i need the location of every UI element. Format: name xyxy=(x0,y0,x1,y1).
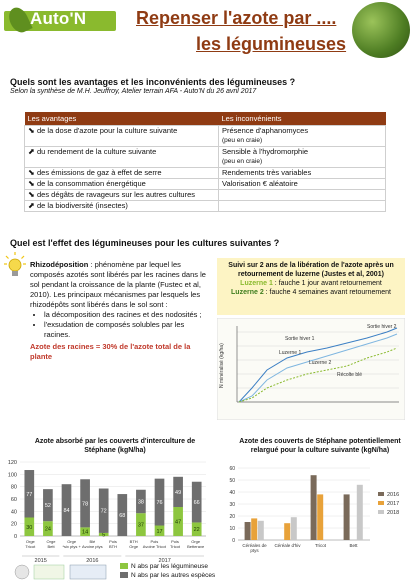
y-tick-label: 20 xyxy=(229,514,235,520)
logo-text: Auto'N xyxy=(30,9,87,28)
y-tick-label: 40 xyxy=(229,490,235,496)
disadvantage-cell: Présence d'aphanomyces (peu en craie) xyxy=(219,126,386,147)
y-tick-label: 20 xyxy=(10,521,17,528)
luz-annotation-2: Sortie hiver 2 xyxy=(367,324,397,330)
disadvantage-cell: Rendements très variables xyxy=(219,168,386,179)
data-label: 37 xyxy=(137,522,144,529)
group-label: 2017 xyxy=(158,558,171,564)
data-label: 77 xyxy=(26,491,33,498)
data-label: 68 xyxy=(119,513,126,520)
x-tick-label: Pois Tricot xyxy=(170,539,180,549)
x-tick-label: Tricot xyxy=(314,543,327,548)
y-tick-label: 50 xyxy=(229,478,235,484)
partner-logo-3 xyxy=(70,565,106,579)
luz-series-label-2: Luzerne 2 xyxy=(309,360,332,366)
chart1-legend xyxy=(120,562,215,580)
table-row xyxy=(25,201,386,212)
source-note: Selon la synthèse de M.H. Jeuffroy, Atelier terrain AFA - Auto'N du 26 avril 2017 xyxy=(10,88,257,95)
table-row xyxy=(25,168,386,179)
bar-2018 xyxy=(357,485,363,540)
arrow-down-icon: ⬊ xyxy=(28,126,35,135)
chart2-title: Azote des couverts de Stéphane potentiellement relargué pour la culture suivante (kgN/ha) xyxy=(239,438,401,454)
arrow-down-icon: ⬊ xyxy=(28,190,35,199)
data-label: 24 xyxy=(44,526,51,533)
advantages-question: Quels sont les avantages et les inconvénients des légumineuses ? xyxy=(10,77,296,87)
x-tick-label: Orge Bett xyxy=(46,539,56,549)
data-label: 17 xyxy=(156,528,163,535)
data-label: 52 xyxy=(44,503,51,510)
group-label: 2016 xyxy=(86,558,99,564)
disadvantage-cell xyxy=(219,201,386,212)
disadvantage-cell: Sensible à l'hydromorphie (peu en craie) xyxy=(219,147,386,168)
table-row xyxy=(25,147,386,168)
advantage-cell: ⬈ de la biodiversité (insectes) xyxy=(25,201,219,212)
data-label: 38 xyxy=(137,499,144,506)
data-label: 5 xyxy=(102,532,106,539)
partner-logo-1 xyxy=(15,565,29,579)
root-nitrogen-conclusion: Azote des racines = 30% de l'azote total de la plante xyxy=(30,342,191,361)
luz-series-label-1: Luzerne 1 xyxy=(279,350,302,356)
legend-label: 2017 xyxy=(387,501,400,507)
y-tick-label: 60 xyxy=(229,466,235,472)
disadvantage-cell xyxy=(219,190,386,201)
x-tick-label: Pois BTH xyxy=(109,539,117,549)
luzerne-nitrogen-chart xyxy=(217,318,405,420)
x-tick-label: Bett xyxy=(349,543,358,548)
lightbulb-icon xyxy=(4,252,26,280)
legend-label: 2016 xyxy=(387,492,400,498)
legend-item-legume: N abs par les légumineuse xyxy=(120,562,215,571)
data-label: 78 xyxy=(82,501,89,508)
y-tick-label: 120 xyxy=(7,460,17,466)
luz-ylabel: N minéralisé (kg/ha) xyxy=(219,343,225,388)
bar-2018 xyxy=(258,521,264,540)
disadvantage-cell: Valorisation € aléatoire xyxy=(219,179,386,190)
luzerne-study-box xyxy=(217,258,405,315)
y-tick-label: 100 xyxy=(7,472,17,479)
rhizo-bullet: • la décomposition des racines et des nodosités ; xyxy=(44,310,210,320)
arrow-down-icon: ⬊ xyxy=(28,179,35,188)
table-row xyxy=(25,190,386,201)
effect-question: Quel est l'effet des légumineuses pour les cultures suivantes ? xyxy=(10,238,280,248)
chart1-title: Azote absorbé par les couverts d'interculture de Stéphane (kgN/ha) xyxy=(34,438,196,454)
arrow-down-icon: ⬊ xyxy=(28,168,35,177)
arrow-up-icon: ⬈ xyxy=(28,147,35,156)
data-label: 76 xyxy=(156,500,163,507)
bar-2016 xyxy=(245,522,251,540)
advantage-cell: ⬊ de la dose d'azote pour la culture suivante xyxy=(25,126,219,147)
bar-2017 xyxy=(284,523,290,540)
col-advantages-header: Les avantages xyxy=(25,112,219,126)
rhizodeposition-text xyxy=(30,260,210,362)
data-label: 22 xyxy=(193,527,200,534)
legend-swatch xyxy=(378,510,384,514)
legume-photo xyxy=(352,2,410,58)
page-title-line2: les légumineuses xyxy=(196,34,347,54)
bar-2018 xyxy=(291,517,297,540)
legend-item-other: N abs par les autres espèces xyxy=(120,571,215,580)
group-label: 2015 xyxy=(34,558,47,564)
x-tick-label: Céréale d'hiv xyxy=(274,543,301,548)
luz-annotation-1: Sortie hiver 1 xyxy=(285,336,315,342)
y-tick-label: 0 xyxy=(13,534,17,540)
arrow-up-icon: ⬈ xyxy=(28,201,35,210)
table-row xyxy=(25,126,386,147)
data-label: 84 xyxy=(63,508,70,515)
data-label: 66 xyxy=(193,500,200,507)
luzerne1-text: : fauche 1 jour avant retournement xyxy=(272,280,382,287)
y-tick-label: 40 xyxy=(10,509,17,516)
legend-label: 2018 xyxy=(387,510,400,516)
bar-2016 xyxy=(311,475,317,540)
y-tick-label: 0 xyxy=(232,538,235,544)
auton-logo xyxy=(4,3,116,41)
luzerne2-label: Luzerne 2 xyxy=(231,289,264,296)
advantage-cell: ⬊ des dégâts de ravageurs sur les autres cultures xyxy=(25,190,219,201)
advantage-cell: ⬈ du rendement de la culture suivante xyxy=(25,147,219,168)
y-tick-label: 10 xyxy=(229,526,235,532)
partner-logo-2 xyxy=(34,565,64,579)
x-tick-label: Orge Tricot xyxy=(25,539,36,549)
study-title: Suivi sur 2 ans de la libération de l'azote après un retournement de luzerne (Justes et al, 2001) xyxy=(228,262,394,278)
data-label: 47 xyxy=(175,519,182,526)
advantages-table xyxy=(24,112,386,212)
col-disadvantages-header: Les inconvénients xyxy=(219,112,386,126)
table-row xyxy=(25,179,386,190)
data-label: 49 xyxy=(175,489,182,496)
rhizo-definition: : phénomène par lequel les composés azotés sont libérés par les racines dans le sol pendant la croissance de la plante (Fustec et al, 2010). Les principaux mécanismes par lesquels les rhizodépôts sont libérés dans le sol sont : xyxy=(30,260,206,309)
partner-logos xyxy=(14,562,114,582)
data-label: 72 xyxy=(100,508,107,515)
data-label: 30 xyxy=(26,524,33,531)
rhizo-bullet: • l'exsudation de composés solubles par les racines. xyxy=(44,320,210,340)
luzerne1-label: Luzerne 1 xyxy=(240,280,273,287)
advantage-cell: ⬊ de la consommation énergétique xyxy=(25,179,219,190)
x-tick-label: Pois Avoine Tricot xyxy=(142,539,166,549)
legend-swatch xyxy=(378,501,384,505)
y-tick-label: 60 xyxy=(10,497,17,503)
x-tick-label: Orge *six ptys + xyxy=(62,539,81,549)
data-label: 14 xyxy=(82,529,89,536)
bar-2017 xyxy=(251,518,257,540)
bar-2017 xyxy=(317,494,323,540)
advantage-cell: ⬊ des émissions de gaz à effet de serre xyxy=(25,168,219,179)
luzerne2-text: : fauche 4 semaines avant retournement xyxy=(263,289,391,296)
bar-2016 xyxy=(344,494,350,540)
x-tick-label: Céréales de ptys xyxy=(242,543,267,553)
x-tick-label: Orge Betterave xyxy=(187,539,205,549)
y-tick-label: 80 xyxy=(10,484,17,491)
x-tick-label: Blé Avoine ptys xyxy=(82,539,103,549)
intercrop-nitrogen-chart xyxy=(0,456,214,570)
y-tick-label: 30 xyxy=(229,502,235,508)
luz-series-label-3: Récolte blé xyxy=(337,372,363,378)
legend-swatch xyxy=(378,492,384,496)
x-tick-label: BTH Orge xyxy=(129,539,139,549)
released-nitrogen-chart xyxy=(220,462,412,566)
rhizo-term: Rhizodéposition xyxy=(30,260,89,269)
page-title-line1: Repenser l'azote par .... xyxy=(136,8,337,28)
